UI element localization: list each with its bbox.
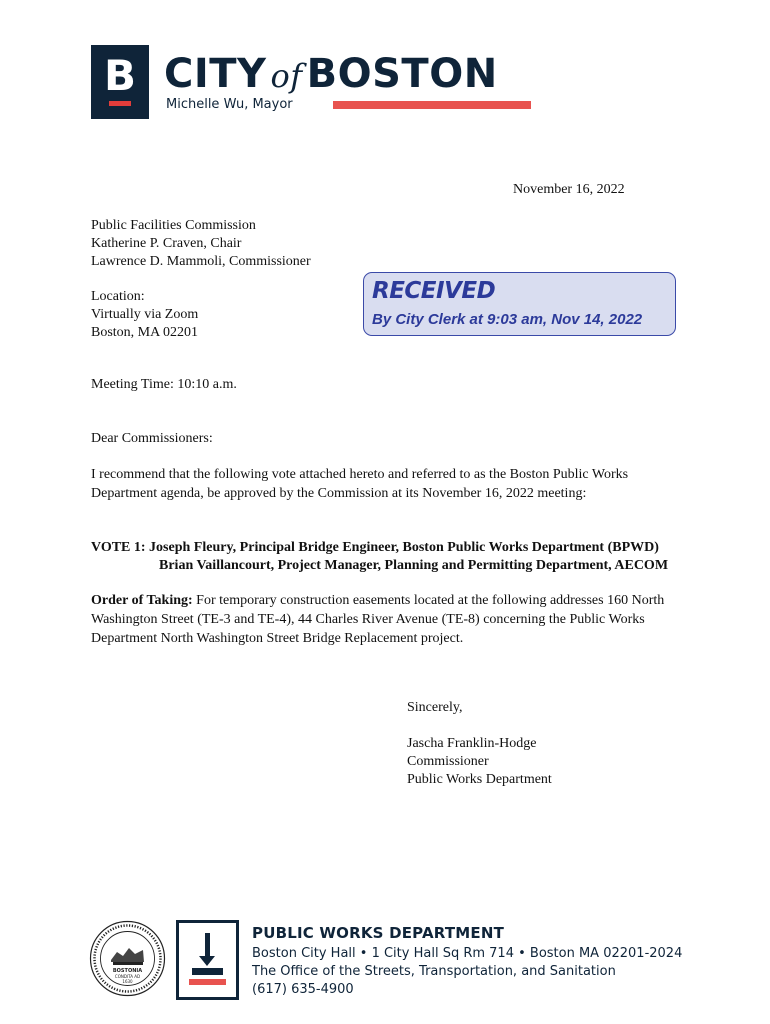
order-text: For temporary construction easements located at the following addresses 160 North Washington Street (TE-3 and TE-4), 44 Charles River Avenue (TE-8) concerning the Public Works Department North Washington Street Bridge Replacement project. xyxy=(91,593,665,646)
vote-line: Brian Vaillancourt, Project Manager, Planning and Permitting Department, AECOM xyxy=(159,558,669,573)
footer-department: PUBLIC WORKS DEPARTMENT xyxy=(252,924,505,942)
seal-text: CONDITA AD xyxy=(114,974,141,979)
logo-accent-bar xyxy=(109,101,131,106)
wordmark-city: CITY xyxy=(164,51,267,97)
salutation: Dear Commissioners: xyxy=(91,431,213,446)
seal-text: 1630 xyxy=(122,979,133,984)
meeting-time: Meeting Time: 10:10 a.m. xyxy=(91,377,237,392)
wordmark-of: of xyxy=(270,57,303,95)
wordmark-underline xyxy=(333,101,531,109)
recipient-line: Katherine P. Craven, Chair xyxy=(91,236,242,251)
location-line: Virtually via Zoom xyxy=(91,307,199,322)
recipient-line: Lawrence D. Mammoli, Commissioner xyxy=(91,254,311,269)
seal-text: BOSTONIA xyxy=(112,968,143,974)
signer-department: Public Works Department xyxy=(407,772,552,787)
footer-address: Boston City Hall • 1 City Hall Sq Rm 714 • Boston MA 02201-2024 xyxy=(252,946,683,961)
vote-line: VOTE 1: Joseph Fleury, Principal Bridge Engineer, Boston Public Works Department (BPWD) xyxy=(91,540,659,555)
mayor-name: Michelle Wu, Mayor xyxy=(166,97,293,112)
letter-date: November 16, 2022 xyxy=(513,182,625,197)
signer-name: Jascha Franklin-Hodge xyxy=(407,736,537,751)
order-label: Order of Taking: xyxy=(91,593,193,608)
stamp-subtitle: By City Clerk at 9:03 am, Nov 14, 2022 xyxy=(372,311,643,328)
city-logo-mark xyxy=(91,45,149,119)
stamp-title: RECEIVED xyxy=(372,278,496,304)
public-works-logo xyxy=(176,920,239,1000)
location-line: Boston, MA 02201 xyxy=(91,325,198,340)
arrow-down-icon xyxy=(199,956,215,966)
city-seal-icon xyxy=(89,920,166,997)
wordmark-boston: BOSTON xyxy=(306,51,498,97)
closing: Sincerely, xyxy=(407,700,463,715)
logo-letter: B xyxy=(103,51,136,100)
signer-title: Commissioner xyxy=(407,754,489,769)
recipient-line: Public Facilities Commission xyxy=(91,218,256,233)
footer-phone: (617) 635-4900 xyxy=(252,982,354,997)
intro-paragraph: I recommend that the following vote attached hereto and referred to as the Boston Public Works Department agenda, be approved by the Commission at its November 16, 2022 meeting: xyxy=(91,467,629,501)
logo-accent-bar xyxy=(189,979,226,985)
received-stamp xyxy=(363,272,676,336)
footer-office: The Office of the Streets, Transportation, and Sanitation xyxy=(252,964,616,979)
location-label: Location: xyxy=(91,289,145,304)
city-of-boston-wordmark xyxy=(164,52,498,98)
order-of-taking-paragraph xyxy=(91,591,683,648)
ground-icon xyxy=(192,968,223,975)
